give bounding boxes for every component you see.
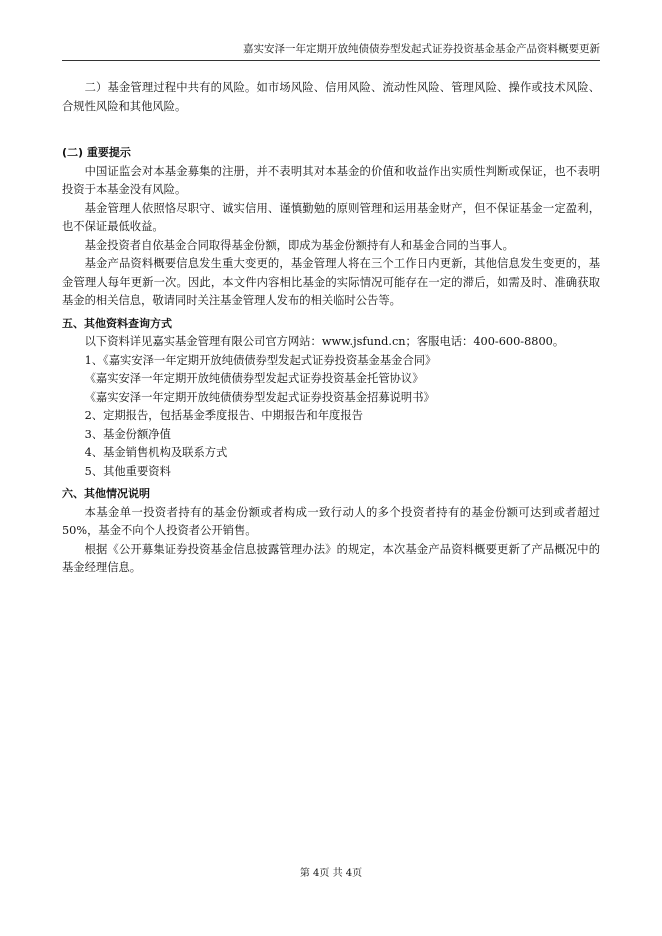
- notice-paragraph: 基金投资者自依基金合同取得基金份额，即成为基金份额持有人和基金合同的当事人。: [84, 238, 514, 252]
- notice-paragraph: 中国证监会对本基金募集的注册，并不表明其对本基金的价值和收益作出实质性判断或保证，也不表明投资于本基金没有风险。: [62, 164, 600, 196]
- important-notice-heading: (二) 重要提示: [62, 146, 131, 159]
- notice-paragraph: 基金管理人依照恪尽职守、诚实信用、谨慎勤勉的原则管理和运用基金财产，但不保证基金一定盈利，也不保证最低收益。: [62, 201, 600, 233]
- risk-item-2: 二）基金管理过程中共有的风险。如市场风险、信用风险、流动性风险、管理风险、操作或技术风险、合规性风险和其他风险。: [62, 81, 600, 113]
- reference-line: 4、基金销售机构及联系方式: [84, 446, 228, 459]
- reference-line: 3、基金份额净值: [84, 427, 171, 441]
- section-6-heading: 六、其他情况说明: [62, 487, 150, 500]
- running-header: 嘉实安泽一年定期开放纯债债券型发起式证券投资基金基金产品资料概要更新: [62, 42, 600, 61]
- reference-line: 1、《嘉实安泽一年定期开放纯债债券型发起式证券投资基金基金合同》: [84, 353, 437, 367]
- reference-line: 5、其他重要资料: [84, 464, 171, 478]
- reference-line: 《嘉实安泽一年定期开放纯债债券型发起式证券投资基金托管协议》: [84, 372, 424, 385]
- other-info-paragraph: 本基金单一投资者持有的基金份额或者构成一致行动人的多个投资者持有的基金份额可达到或者超过50%，基金不向个人投资者公开销售。: [62, 505, 600, 537]
- reference-line: 以下资料详见嘉实基金管理有限公司官方网站：www.jsfund.cn；客服电话：400-600-8800。: [84, 335, 565, 348]
- section-5-heading: 五、其他资料查询方式: [62, 316, 172, 330]
- reference-line: 《嘉实安泽一年定期开放纯债债券型发起式证券投资基金招募说明书》: [84, 390, 435, 404]
- other-info-paragraph: 根据《公开募集证券投资基金信息披露管理办法》的规定，本次基金产品资料概要更新了产品概况中的基金经理信息。: [62, 542, 600, 574]
- notice-paragraph: 基金产品资料概要信息发生重大变更的，基金管理人将在三个工作日内更新，其他信息发生变更的，基金管理人每年更新一次。因此，本文件内容相比基金的实际情况可能存在一定的滞后，如需及时、准确获取基金的相关信息，敬请同时关注基金管理人发布的相关临时公告等。: [62, 257, 600, 307]
- page-number: 第 4页 共 4页: [299, 868, 363, 879]
- reference-line: 2、定期报告，包括基金季度报告、中期报告和年度报告: [84, 409, 363, 422]
- page-body: [62, 79, 600, 578]
